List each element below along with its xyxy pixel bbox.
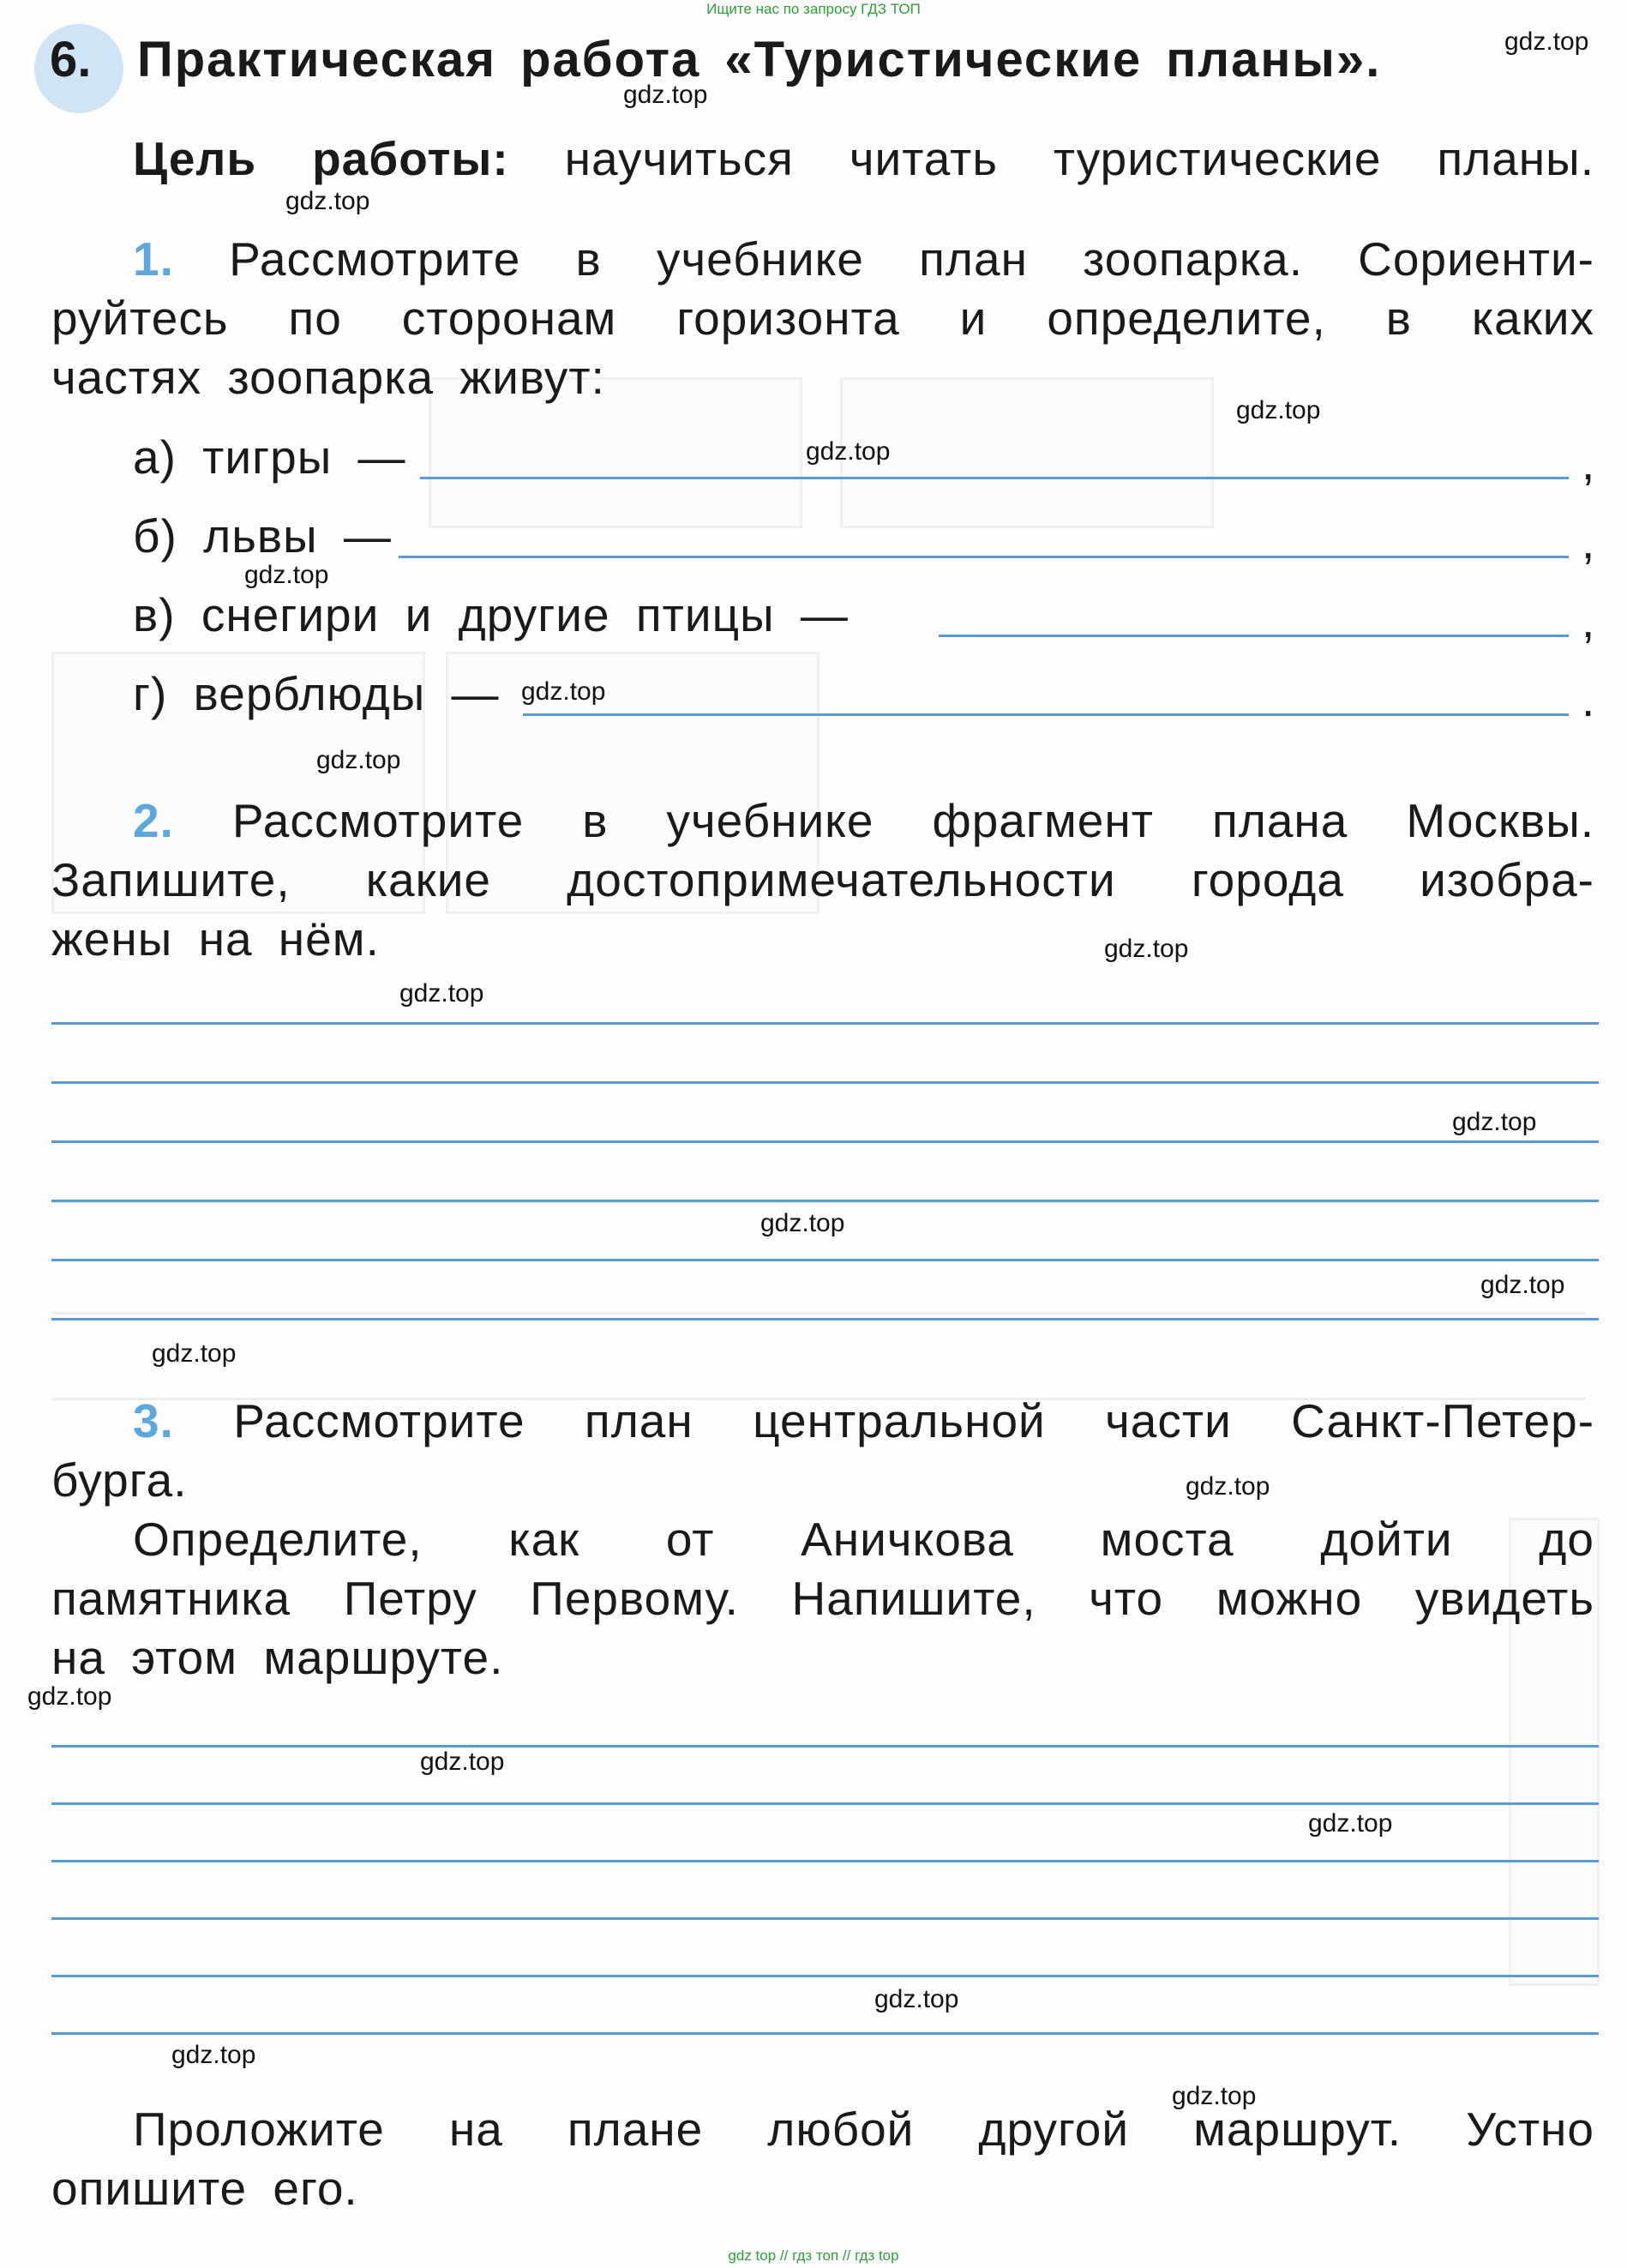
watermark: gdz.top [1452, 1108, 1537, 1136]
watermark: gdz.top [420, 1748, 505, 1776]
watermark: gdz.top [399, 979, 484, 1008]
goal-label: Цель работы: [133, 132, 509, 185]
task3-line2: бурга. [51, 1453, 188, 1507]
task1-line2: руйтесь по сторонам горизонта и определите, в каких [51, 292, 1594, 345]
goal-line [133, 129, 1594, 189]
item-c-comma: , [1582, 594, 1595, 647]
task2-answer-line-6[interactable] [51, 1318, 1599, 1320]
item-c-label: в) снегири и другие птицы — [133, 588, 849, 641]
task3-answer-line-3[interactable] [51, 1860, 1599, 1862]
task3-line5: на этом маршруте. [51, 1631, 504, 1684]
bleed-through-box [840, 377, 1214, 528]
item-b-comma: , [1582, 515, 1595, 569]
task3-answer-line-1[interactable] [51, 1745, 1599, 1748]
task1-number: 1. [133, 232, 174, 286]
top-banner: Ищите нас по запросу ГДЗ ТОП [706, 1, 921, 17]
task3-number: 3. [133, 1394, 174, 1447]
task-number: 6. [50, 32, 92, 87]
task3-line4: памятника Петру Первому. Напишите, что можно увидеть [51, 1572, 1594, 1625]
task3-answer-line-6[interactable] [51, 2032, 1599, 2035]
watermark: gdz.top [1104, 935, 1189, 963]
answer-line-b[interactable] [399, 556, 1569, 558]
watermark: gdz.top [1236, 396, 1321, 424]
watermark: gdz.top [171, 2041, 256, 2069]
answer-line-d[interactable] [523, 713, 1569, 716]
watermark: gdz.top [521, 677, 606, 706]
answer-line-a[interactable] [420, 477, 1569, 479]
watermark: gdz.top [1172, 2082, 1257, 2110]
bleed-through-line [51, 1312, 1586, 1314]
page-title: Практическая работа «Туристические планы». [137, 32, 1382, 87]
watermark: gdz.top [1186, 1472, 1270, 1501]
watermark: gdz.top [623, 81, 708, 109]
task2-line3: жены на нём. [51, 912, 380, 966]
task2-answer-line-1[interactable] [51, 1022, 1599, 1025]
task2-answer-line-3[interactable] [51, 1140, 1599, 1143]
watermark: gdz.top [27, 1682, 112, 1711]
answer-line-c[interactable] [939, 635, 1569, 637]
task2-answer-line-5[interactable] [51, 1259, 1599, 1261]
task3-answer-line-4[interactable] [51, 1917, 1599, 1920]
watermark: gdz.top [285, 187, 370, 215]
watermark: gdz.top [874, 1985, 959, 2013]
bottom-banner: gdz top // гдз топ // гдз top [728, 2247, 899, 2264]
goal-text: научиться читать туристические планы. [564, 132, 1594, 185]
task3-answer-line-5[interactable] [51, 1975, 1599, 1977]
item-d-period: . [1582, 673, 1595, 726]
watermark: gdz.top [760, 1209, 845, 1237]
task3-line1: 3. Рассмотрите план центральной части Санкт-Петер- [133, 1394, 1595, 1447]
watermark: gdz.top [1504, 27, 1589, 56]
watermark: gdz.top [316, 746, 401, 774]
item-b-label: б) львы — [133, 509, 392, 562]
item-a-label: а) тигры — [133, 430, 406, 484]
watermark: gdz.top [806, 437, 891, 466]
watermark: gdz.top [152, 1339, 237, 1368]
task2-answer-line-2[interactable] [51, 1081, 1599, 1084]
task1-line3: частях зоопарка живут: [51, 351, 605, 404]
task2-number: 2. [133, 794, 174, 847]
task2-line2: Запишите, какие достопримечательности города изобра- [51, 853, 1594, 906]
watermark: gdz.top [1308, 1809, 1393, 1838]
task3-extra-line1: Проложите на плане любой другой маршрут. Устно [133, 2103, 1594, 2156]
task3-answer-line-2[interactable] [51, 1802, 1599, 1805]
task2-line1: 2. Рассмотрите в учебнике фрагмент плана Москвы. [133, 794, 1595, 847]
watermark: gdz.top [1480, 1271, 1565, 1299]
task1-line1: 1. Рассмотрите в учебнике план зоопарка. Сориенти- [133, 232, 1594, 286]
item-d-label: г) верблюды — [133, 667, 500, 720]
task3-extra-line2: опишите его. [51, 2162, 358, 2215]
watermark: gdz.top [244, 561, 329, 589]
item-a-comma: , [1582, 436, 1595, 490]
task3-line3: Определите, как от Аничкова моста дойти до [133, 1513, 1594, 1566]
task2-answer-line-4[interactable] [51, 1200, 1599, 1202]
